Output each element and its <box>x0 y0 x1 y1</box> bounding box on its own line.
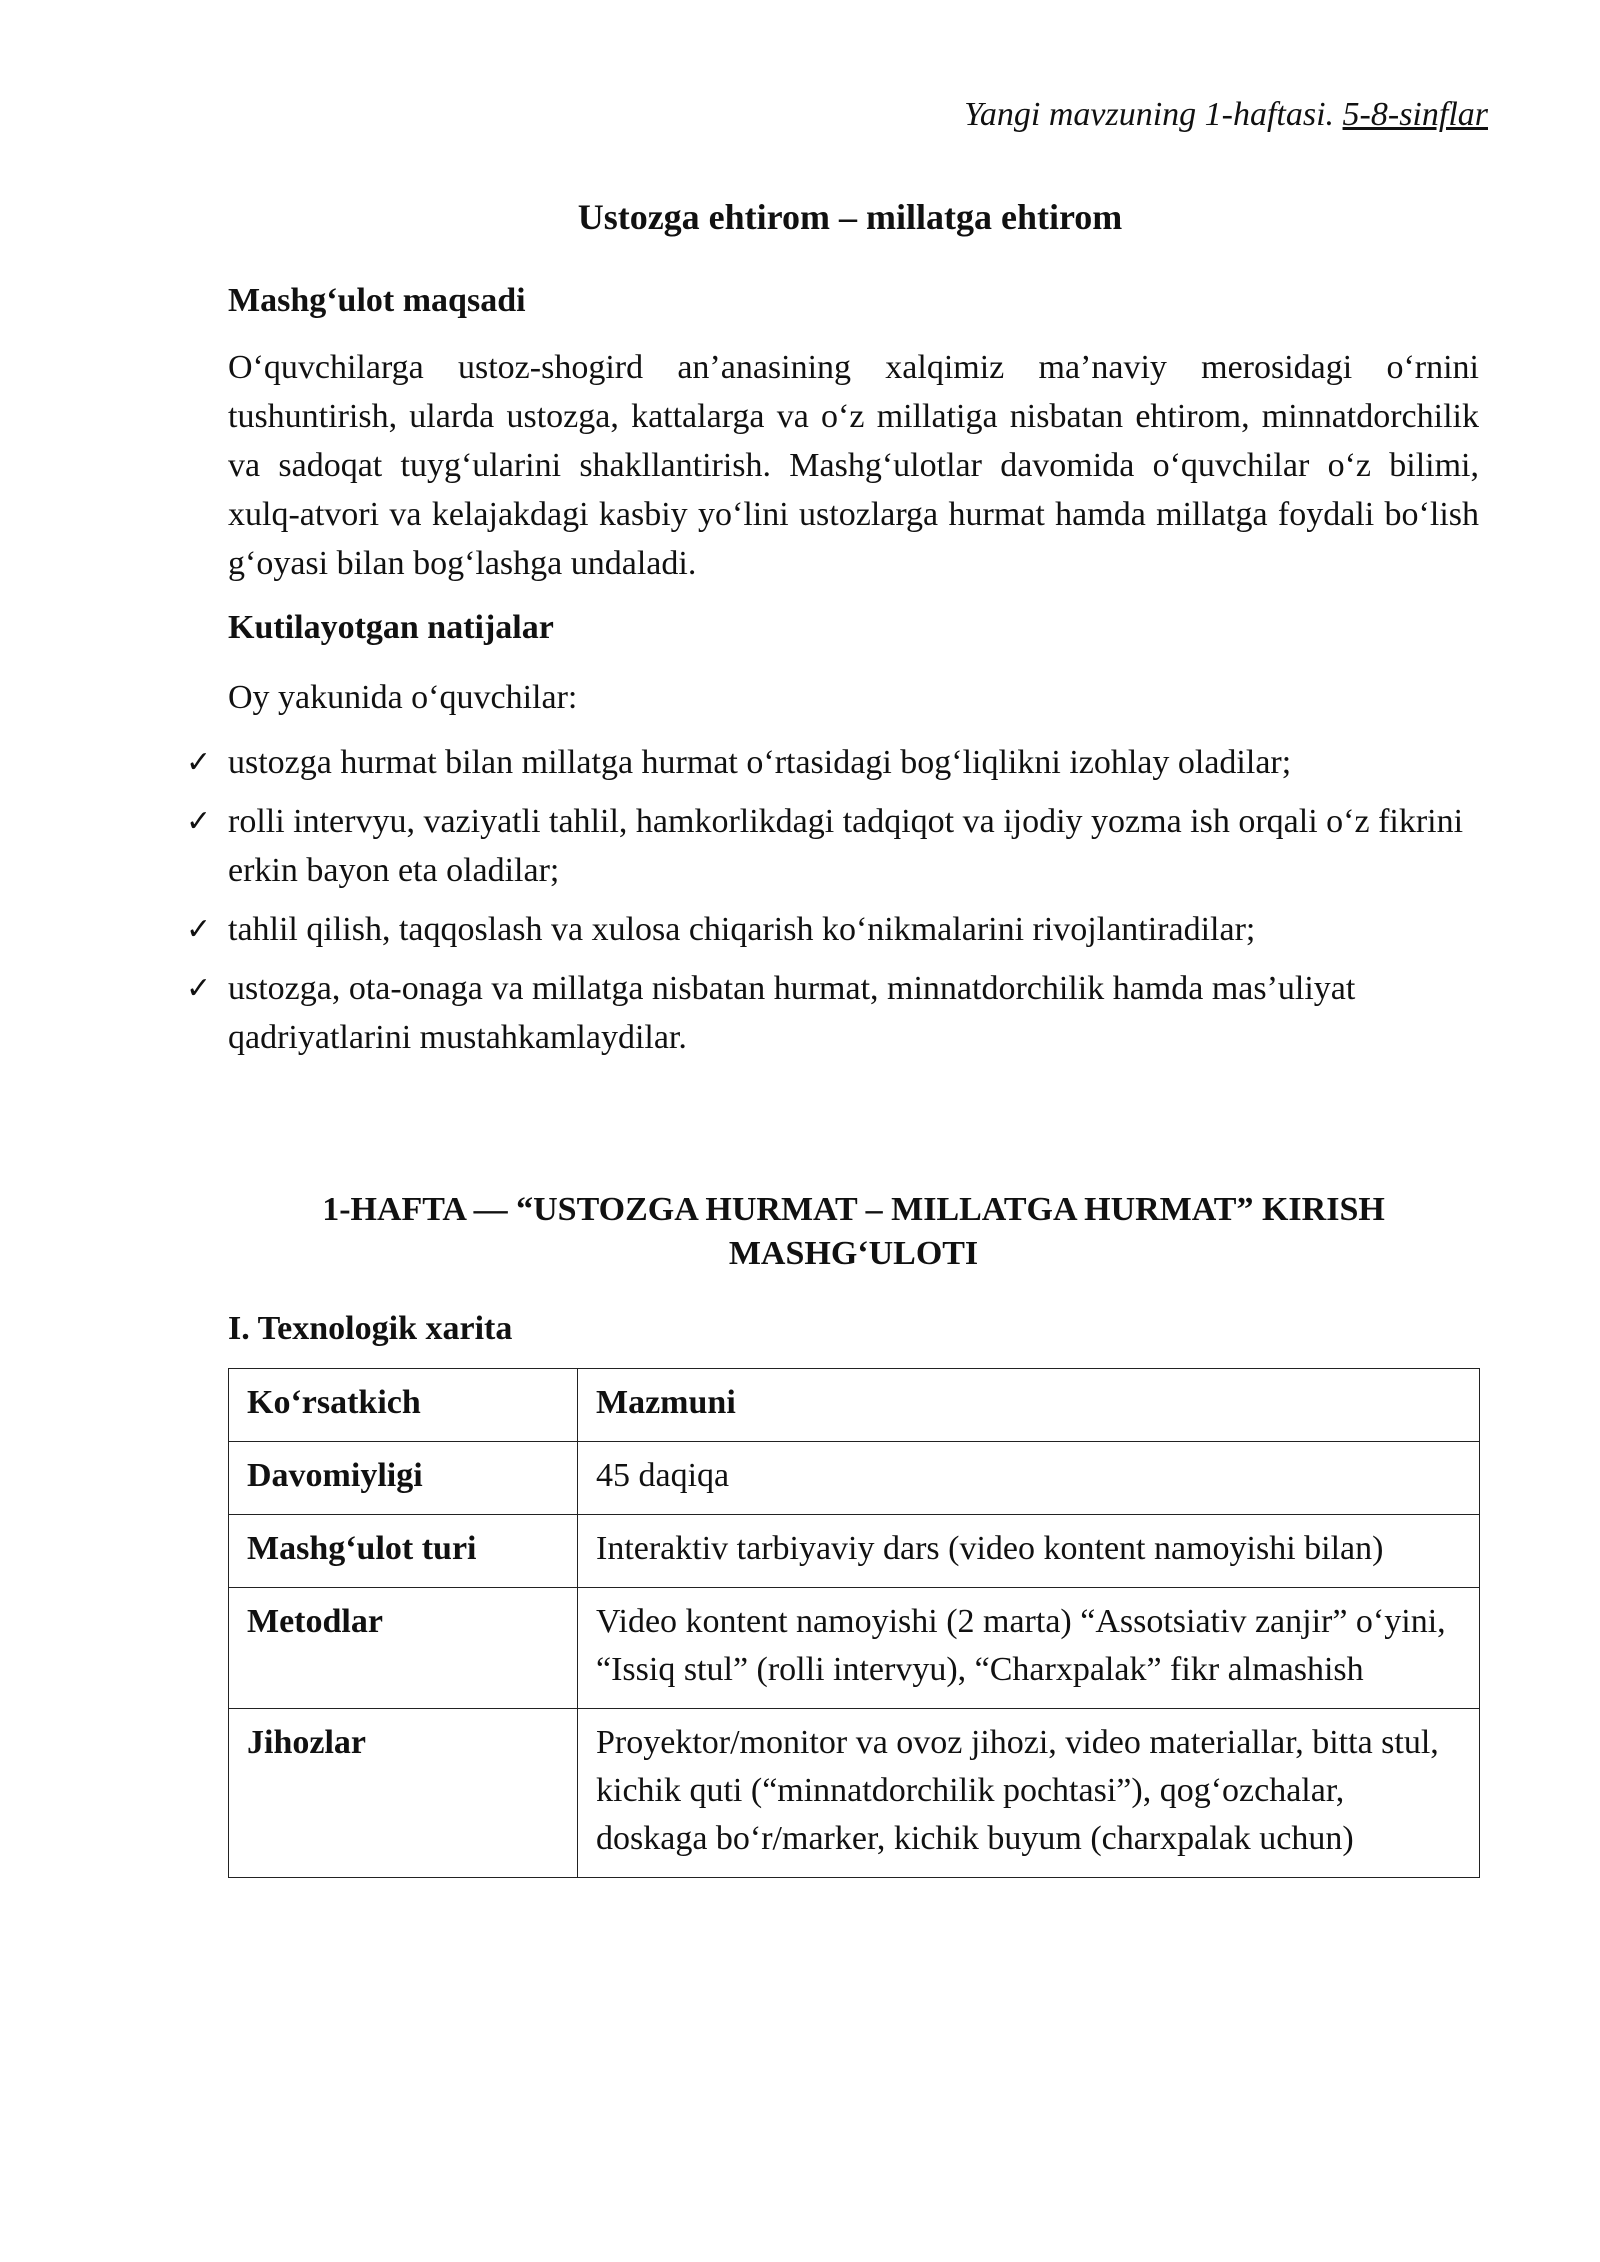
week-title: 1-HAFTA — “USTOZGA HURMAT – MILLATGA HURMAT” KIRISH MASHG‘ULOTI <box>322 1191 1385 1272</box>
table-cell-value: 45 daqiqa <box>578 1442 1480 1515</box>
list-item <box>186 964 1486 1062</box>
table-row <box>229 1588 1480 1709</box>
check-icon: ✓ <box>186 804 212 839</box>
table-row <box>229 1709 1480 1878</box>
tech-map-table <box>228 1368 1480 1878</box>
header-week-label: Yangi mavzuning 1-haftasi. <box>964 96 1335 133</box>
table-cell-value: Interaktiv tarbiyaviy dars (video kontent namoyishi bilan) <box>578 1515 1480 1588</box>
check-icon: ✓ <box>186 745 212 780</box>
check-icon: ✓ <box>186 912 212 947</box>
table-row <box>229 1515 1480 1588</box>
page-header <box>964 96 1488 134</box>
table-cell-key: Davomiyligi <box>229 1442 578 1515</box>
table-cell-key: Metodlar <box>229 1588 578 1709</box>
list-item-text: ustozga, ota-onaga va millatga nisbatan hurmat, minnatdorchilik hamda mas’uliyat qadriyatlarini mustahkamlaydilar. <box>228 970 1356 1056</box>
list-item <box>186 738 1486 787</box>
table-cell-key: Jihozlar <box>229 1709 578 1878</box>
document-title: Ustozga ehtirom – millatga ehtirom <box>577 197 1123 237</box>
list-item <box>186 797 1486 895</box>
list-item-text: rolli intervyu, vaziyatli tahlil, hamkorlikdagi tadqiqot va ijodiy yozma ish orqali o‘z fikrini erkin bayon eta oladilar; <box>228 803 1464 889</box>
table-cell-value: Proyektor/monitor va ovoz jihozi, video materiallar, bitta stul, kichik quti (“minnatdorchilik pochtasi”), qog‘ozchalar, doskaga bo‘r/marker, kichik buyum (charxpalak uchun) <box>578 1709 1480 1878</box>
table-header-row <box>229 1369 1480 1442</box>
results-list <box>186 738 1486 1062</box>
goal-paragraph: O‘quvchilarga ustoz-shogird an’anasining xalqimiz ma’naviy merosidagi o‘rnini tushuntirish, ularda ustozga, kattalarga va o‘z millatiga nisbatan ehtirom, minnatdorchilik va sadoqat tuyg‘ularini shakllantirish. Mashg‘ulotlar davomida o‘quvchilar o‘z bilimi, xulq-atvori va kelajakdagi kasbiy yo‘lini ustozlarga hurmat hamda millatga foydali bo‘lish g‘oyasi bilan bog‘lashga undaladi. <box>228 349 1479 582</box>
column-header: Ko‘rsatkich <box>229 1369 578 1442</box>
list-item-text: ustozga hurmat bilan millatga hurmat o‘rtasidagi bog‘liqlikni izohlay oladilar; <box>228 744 1292 781</box>
column-header: Mazmuni <box>578 1369 1480 1442</box>
goal-heading: Mashg‘ulot maqsadi <box>228 282 526 319</box>
list-item-text: tahlil qilish, taqqoslash va xulosa chiqarish ko‘nikmalarini rivojlantiradilar; <box>228 911 1256 948</box>
results-heading: Kutilayotgan natijalar <box>228 609 554 646</box>
table-cell-key: Mashg‘ulot turi <box>229 1515 578 1588</box>
list-item <box>186 905 1486 954</box>
tech-map-heading: I. Texnologik xarita <box>228 1310 513 1347</box>
table-cell-value: Video kontent namoyishi (2 marta) “Assotsiativ zanjir” o‘yini, “Issiq stul” (rolli intervyu), “Charxpalak” fikr almashish <box>578 1588 1480 1709</box>
header-grades: 5-8-sinflar <box>1342 96 1488 133</box>
results-intro: Oy yakunida o‘quvchilar: <box>228 679 578 716</box>
check-icon: ✓ <box>186 971 212 1006</box>
table-row <box>229 1442 1480 1515</box>
